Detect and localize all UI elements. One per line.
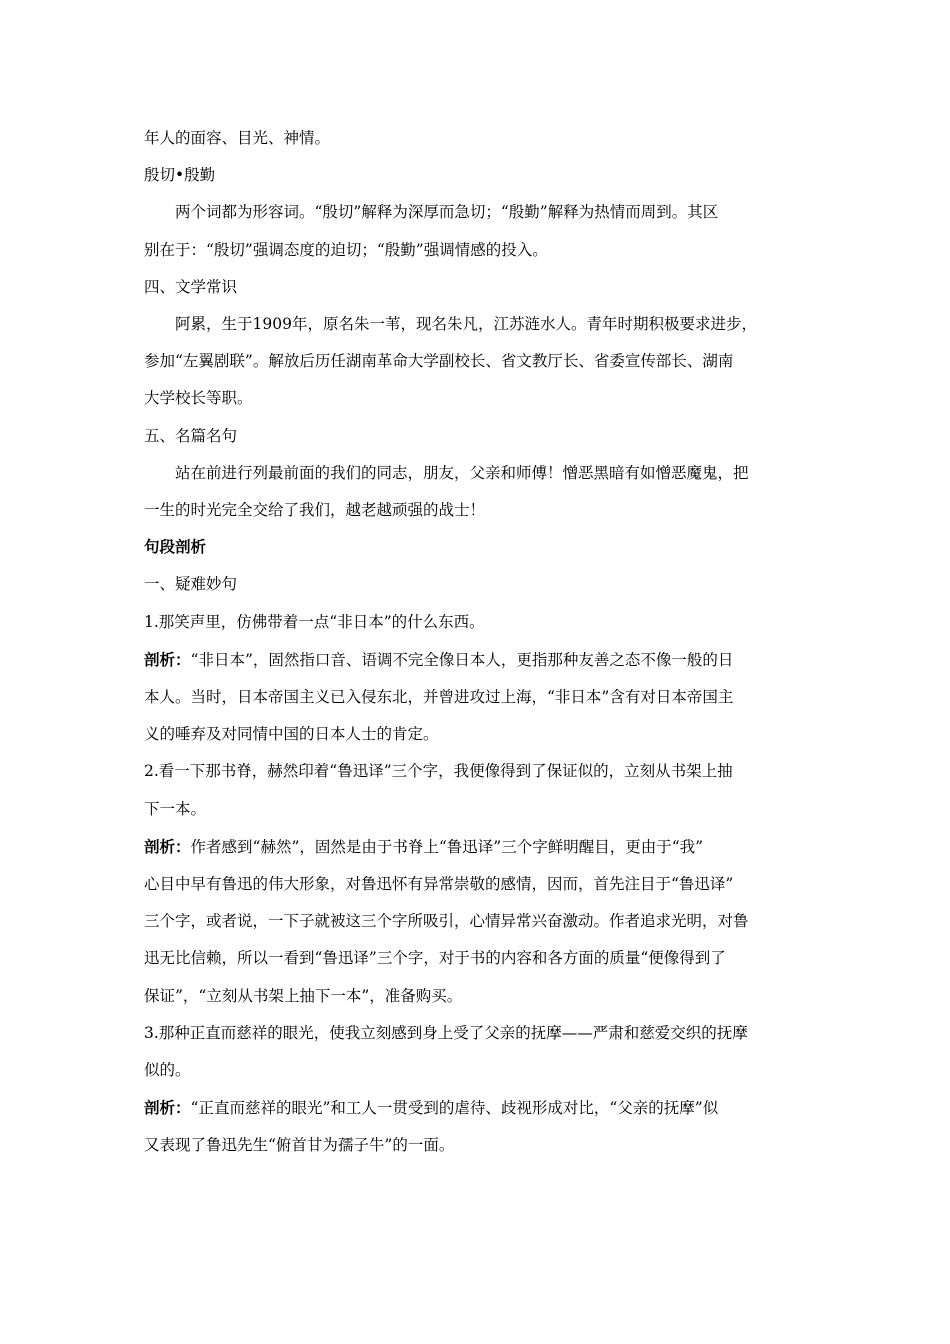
text-line: 两个词都为形容词。“殷切”解释为深厚而急切；“殷勤”解释为热情而周到。其区 <box>175 203 719 222</box>
text-line: 别在于：“殷切”强调态度的迫切；“殷勤”强调情感的投入。 <box>144 240 548 259</box>
analysis-text: “非日本”，固然指口音、语调不完全像日本人，更指那种友善之态不像一般的日 <box>190 650 734 669</box>
analysis-text: 作者感到“赫然”，固然是由于书脊上“鲁迅译”三个字鲜明醒目，更由于“我” <box>190 837 704 856</box>
analysis-label: 剖析： <box>144 649 191 669</box>
text-line: 参加“左翼剧联”。解放后历任湖南革命大学副校长、省文教厅长、省委宣传部长、湖南 <box>144 352 734 371</box>
text-line: 保证”，“立刻从书架上抽下一本”，准备购买。 <box>144 986 463 1005</box>
section-heading: 五、名篇名句 <box>144 426 238 445</box>
document-body <box>144 120 810 1165</box>
text-line: 年人的面容、目光、神情。 <box>144 129 331 147</box>
text-line: 三个字，或者说，一下子就被这三个字所吸引，心情异常兴奋激动。作者追求光明，对鲁 <box>144 912 749 931</box>
text-line: 心目中早有鲁迅的伟大形象，对鲁迅怀有异常崇敬的感情，因而，首先注目于“鲁迅译” <box>144 875 734 894</box>
text-line: 站在前进行列最前面的我们的同志，朋友，父亲和师傅！憎恶黑暗有如憎恶魔鬼，把 <box>175 463 749 482</box>
section-heading: 四、文学常识 <box>144 277 238 296</box>
text-line: 本人。当时，日本帝国主义已入侵东北，并曾进攻过上海，“非日本”含有对日本帝国主 <box>144 688 734 707</box>
analysis-text: “正直而慈祥的眼光”和工人一贯受到的虐待、歧视形成对比，“父亲的抚摩”似 <box>190 1099 719 1118</box>
text-line: 迅无比信赖，所以一看到“鲁迅译”三个字，对于书的内容和各方面的质量“便像得到了 <box>144 949 726 968</box>
term-heading: 殷切•殷勤 <box>144 166 216 185</box>
text-line: 又表现了鲁迅先生“俯首甘为孺子牛”的一面。 <box>144 1136 455 1155</box>
text-line: 下一本。 <box>144 799 207 818</box>
question-line: 1.那笑声里，仿佛带着一点“非日本”的什么东西。 <box>144 612 485 631</box>
analysis-label: 剖析： <box>144 836 191 856</box>
question-line: 3.那种正直而慈祥的眼光，使我立刻感到身上受了父亲的抚摩——严肃和慈爱交织的抚摩 <box>144 1023 748 1042</box>
analysis-line <box>144 1089 810 1127</box>
text-line: 义的唾弃及对同情中国的日本人士的肯定。 <box>144 725 439 744</box>
text-line: 似的。 <box>144 1061 191 1080</box>
section-heading: 一、疑难妙句 <box>144 575 238 594</box>
analysis-line <box>144 641 810 679</box>
analysis-label: 剖析： <box>144 1098 191 1118</box>
text-line: 阿累，生于1909年，原名朱一苇，现名朱凡，江苏涟水人。青年时期积极要求进步， <box>175 315 757 334</box>
chapter-heading: 句段剖析 <box>144 538 207 557</box>
question-line: 2.看一下那书脊，赫然印着“鲁迅译”三个字，我便像得到了保证似的，立刻从书架上抽 <box>144 762 733 781</box>
analysis-line <box>144 828 810 866</box>
text-line: 一生的时光完全交给了我们，越老越顽强的战士！ <box>144 501 486 520</box>
text-line: 大学校长等职。 <box>144 389 253 408</box>
